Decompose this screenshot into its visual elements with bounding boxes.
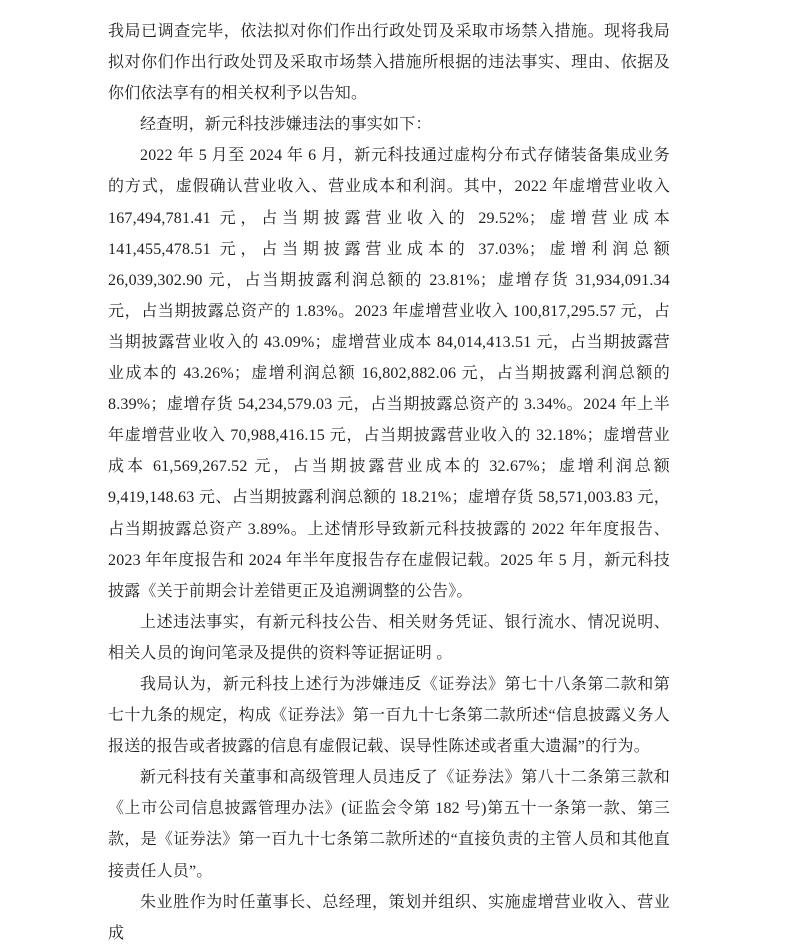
paragraph: 上述违法事实，有新元科技公告、相关财务凭证、银行流水、情况说明、相关人员的询问笔录及提供的资料等证据证明 。 — [108, 613, 670, 662]
document-body — [108, 16, 670, 949]
paragraph: 2022 年 5 月至 2024 年 6 月，新元科技通过虚构分布式存储装备集成业务的方式，虚假确认营业收入、营业成本和利润。其中，2022 年虚增营业收入 167,494,781.41 元，占当期披露营业收入的 29.52%；虚增营业成本 141,455,478.51 元，占当期披露营业成本的 37.03%；虚增利润总额 26,039,302.90 元，占当期披露利润总额的 23.81%；虚增存货 31,934,091.34 元，占当期披露总资产的 1.83%。2023 年虚增营业收入 100,817,295.57 元，占当期披露营业收入的 43.09%；虚增营业成本 84,014,413.51 元，占当期披露营业成本的 43.26%；虚增利润总额 16,802,882.06 元，占当期披露利润总额的 8.39%；虚增存货 54,234,579.03 元，占当期披露总资产的 3.34%。2024 年上半年虚增营业收入 70,988,416.15 元，占当期披露营业收入的 32.18%；虚增营业成本 61,569,267.52 元，占当期披露营业成本的 32.67%；虚增利润总额 9,419,148.63 元、占当期披露利润总额的 18.21%；虚增存货 58,571,003.83 元，占当期披露总资产 3.89%。上述情形导致新元科技披露的 2022 年年度报告、2023 年年度报告和 2024 年半年度报告存在虚假记载。2025 年 5 月，新元科技披露《关于前期会计差错更正及追溯调整的公告》。 — [108, 147, 670, 600]
paragraph: 我局认为，新元科技上述行为涉嫌违反《证券法》第七十八条第二款和第七十九条的规定，构成《证券法》第一百九十七条第二款所述“信息披露义务人报送的报告或者披露的信息有虚假记载、误导性陈述或者重大遗漏”的行为。 — [108, 675, 670, 756]
paragraph: 朱业胜作为时任董事长、总经理，策划并组织、实施虚增营业收入、营业成 — [108, 893, 670, 942]
paragraph: 新元科技有关董事和高级管理人员违反了《证券法》第八十二条第三款和《上市公司信息披露管理办法》(证监会令第 182 号)第五十一条第一款、第三款，是《证券法》第一百九十七条第二款所述的“直接负责的主管人员和其他直接责任人员”。 — [108, 769, 670, 880]
paragraph: 我局已调查完毕，依法拟对你们作出行政处罚及采取市场禁入措施。现将我局拟对你们作出行政处罚及采取市场禁入措施所根据的违法事实、理由、依据及你们依法享有的相关权利予以告知。 — [108, 23, 670, 103]
paragraph: 经查明，新元科技涉嫌违法的事实如下： — [140, 116, 432, 134]
